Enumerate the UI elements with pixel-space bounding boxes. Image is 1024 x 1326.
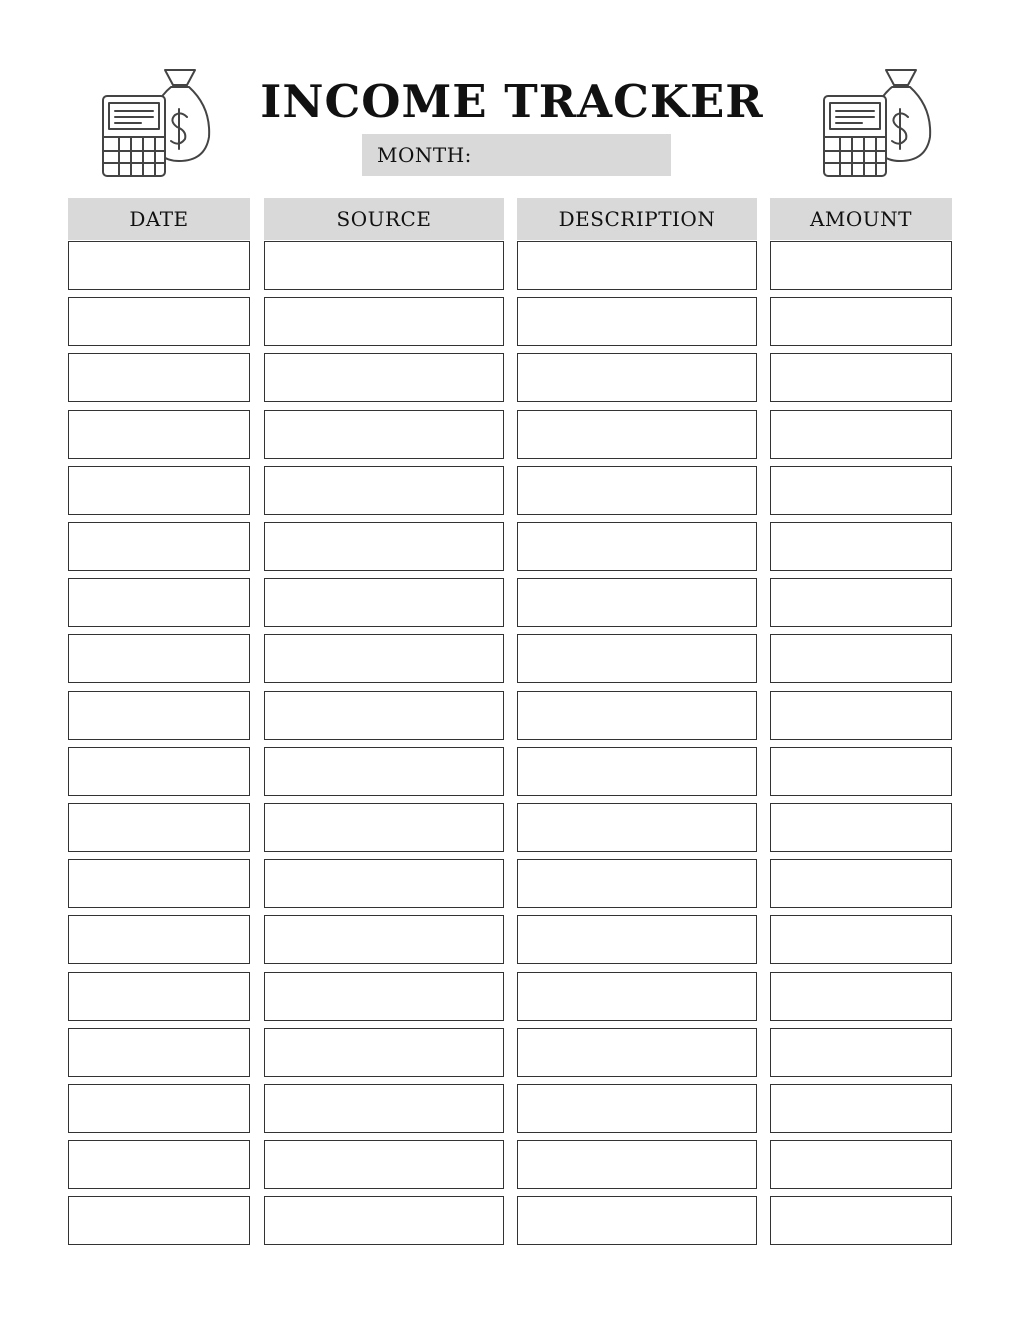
column-header-amount: AMOUNT: [770, 198, 952, 240]
table-cell-date[interactable]: [68, 353, 250, 402]
table-cell-amount[interactable]: [770, 578, 952, 627]
table-cell-date[interactable]: [68, 410, 250, 459]
table-cell-date[interactable]: [68, 578, 250, 627]
table-cell-description[interactable]: [517, 522, 757, 571]
table-cell-source[interactable]: [264, 410, 504, 459]
table-cell-description[interactable]: [517, 353, 757, 402]
table-cell-date[interactable]: [68, 915, 250, 964]
table-cell-date[interactable]: [68, 691, 250, 740]
table-cell-amount[interactable]: [770, 803, 952, 852]
table-cell-date[interactable]: [68, 859, 250, 908]
table-cell-amount[interactable]: [770, 634, 952, 683]
table-cell-amount[interactable]: [770, 972, 952, 1021]
table-cell-amount[interactable]: [770, 410, 952, 459]
table-cell-description[interactable]: [517, 1196, 757, 1245]
table-cell-amount[interactable]: [770, 1084, 952, 1133]
table-cell-amount[interactable]: [770, 859, 952, 908]
table-cell-amount[interactable]: [770, 915, 952, 964]
table-cell-description[interactable]: [517, 466, 757, 515]
table-cell-description[interactable]: [517, 241, 757, 290]
table-cell-source[interactable]: [264, 297, 504, 346]
table-cell-date[interactable]: [68, 634, 250, 683]
month-field[interactable]: [362, 134, 671, 176]
table-cell-source[interactable]: [264, 1196, 504, 1245]
table-cell-date[interactable]: [68, 297, 250, 346]
table-cell-amount[interactable]: [770, 1196, 952, 1245]
table-cell-source[interactable]: [264, 803, 504, 852]
table-cell-description[interactable]: [517, 747, 757, 796]
table-cell-source[interactable]: [264, 691, 504, 740]
table-cell-date[interactable]: [68, 747, 250, 796]
table-cell-description[interactable]: [517, 972, 757, 1021]
table-cell-amount[interactable]: [770, 747, 952, 796]
table-cell-date[interactable]: [68, 1140, 250, 1189]
table-cell-date[interactable]: [68, 1028, 250, 1077]
table-cell-source[interactable]: [264, 466, 504, 515]
table-cell-source[interactable]: [264, 972, 504, 1021]
table-cell-source[interactable]: [264, 578, 504, 627]
table-cell-description[interactable]: [517, 410, 757, 459]
column-header-description: DESCRIPTION: [517, 198, 757, 240]
table-cell-date[interactable]: [68, 803, 250, 852]
table-cell-source[interactable]: [264, 522, 504, 571]
table-cell-date[interactable]: [68, 241, 250, 290]
table-cell-description[interactable]: [517, 915, 757, 964]
table-cell-source[interactable]: [264, 353, 504, 402]
table-cell-date[interactable]: [68, 522, 250, 571]
table-cell-source[interactable]: [264, 859, 504, 908]
table-cell-description[interactable]: [517, 1140, 757, 1189]
table-cell-amount[interactable]: [770, 466, 952, 515]
table-cell-amount[interactable]: [770, 353, 952, 402]
table-cell-source[interactable]: [264, 915, 504, 964]
table-cell-amount[interactable]: [770, 691, 952, 740]
table-cell-source[interactable]: [264, 241, 504, 290]
table-cell-amount[interactable]: [770, 1140, 952, 1189]
table-cell-source[interactable]: [264, 1084, 504, 1133]
page-title: INCOME TRACKER: [260, 75, 764, 128]
month-label: MONTH:: [377, 143, 472, 167]
table-cell-source[interactable]: [264, 747, 504, 796]
table-cell-date[interactable]: [68, 1084, 250, 1133]
column-header-source: SOURCE: [264, 198, 504, 240]
table-cell-description[interactable]: [517, 634, 757, 683]
table-cell-description[interactable]: [517, 691, 757, 740]
table-cell-source[interactable]: [264, 634, 504, 683]
table-cell-description[interactable]: [517, 578, 757, 627]
table-cell-description[interactable]: [517, 803, 757, 852]
table-cell-description[interactable]: [517, 1084, 757, 1133]
table-cell-date[interactable]: [68, 972, 250, 1021]
table-cell-date[interactable]: [68, 466, 250, 515]
table-cell-source[interactable]: [264, 1028, 504, 1077]
table-cell-amount[interactable]: [770, 522, 952, 571]
table-cell-source[interactable]: [264, 1140, 504, 1189]
table-cell-date[interactable]: [68, 1196, 250, 1245]
table-cell-amount[interactable]: [770, 1028, 952, 1077]
table-cell-description[interactable]: [517, 1028, 757, 1077]
table-cell-amount[interactable]: [770, 241, 952, 290]
table-cell-description[interactable]: [517, 297, 757, 346]
column-header-date: DATE: [68, 198, 250, 240]
table-cell-description[interactable]: [517, 859, 757, 908]
table-cell-amount[interactable]: [770, 297, 952, 346]
